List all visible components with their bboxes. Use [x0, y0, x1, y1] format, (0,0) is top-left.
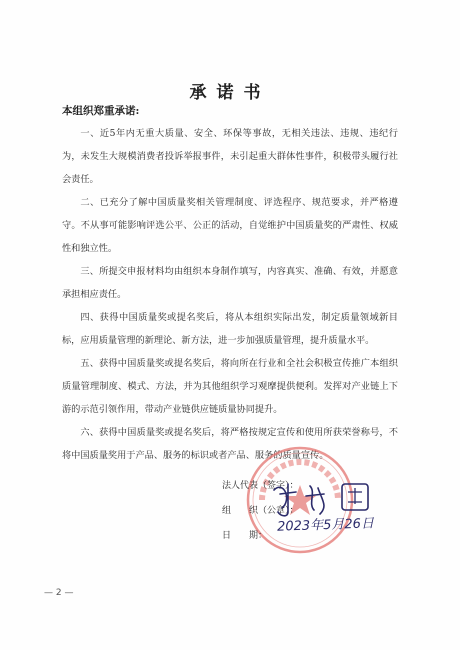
handwritten-date: 2023年5月26日: [276, 516, 375, 535]
paragraph-3: 三、所提交申报材料均由组织本身制作填写，内容真实、准确、有效，并愿意承担相应责任。: [62, 266, 398, 300]
intro-text: 本组织郑重承诺:: [62, 105, 140, 117]
org-label: 组 织（公章）：: [222, 506, 299, 516]
paragraph-5: 五、获得中国质量奖或提名奖后，将向所在行业和全社会积极宣传推广本组织质量管理制度、模式、方法，并为其他组织学习观摩提供便利。发挥对产业链上下游的示范引领作用，带动产业链供应链质量协同提升。: [62, 358, 398, 415]
date-label: 日 期：: [222, 531, 268, 541]
document-title: 承诺书: [189, 83, 271, 103]
paragraph-6: 六、获得中国质量奖或提名奖后，将严格按规定宣传和使用所获荣誉称号，不将中国质量奖用于产品、服务的标识或者产品、服务的质量宣传。: [62, 427, 398, 461]
paragraph-1: 一、近5年内无重大质量、安全、环保等事故，无相关违法、违规、违纪行为，未发生大规模消费者投诉举报事件，未引起重大群体性事件，积极带头履行社会责任。: [62, 128, 398, 185]
legal-rep-label: 法人代表（签字）：: [222, 481, 299, 491]
paragraph-4: 四、获得中国质量奖或提名奖后，将从本组织实际出发，制定质量领域新目标，应用质量管理的新理论、新方法，进一步加强质量管理，提升质量水平。: [62, 312, 398, 346]
paragraph-2: 二、已充分了解中国质量奖相关管理制度、评选程序、规范要求，并严格遵守。不从事可能影响评选公平、公正的活动，自觉维护中国质量奖的严肃性、权威性和独立性。: [62, 197, 398, 254]
page-number: — 2 —: [44, 588, 74, 598]
